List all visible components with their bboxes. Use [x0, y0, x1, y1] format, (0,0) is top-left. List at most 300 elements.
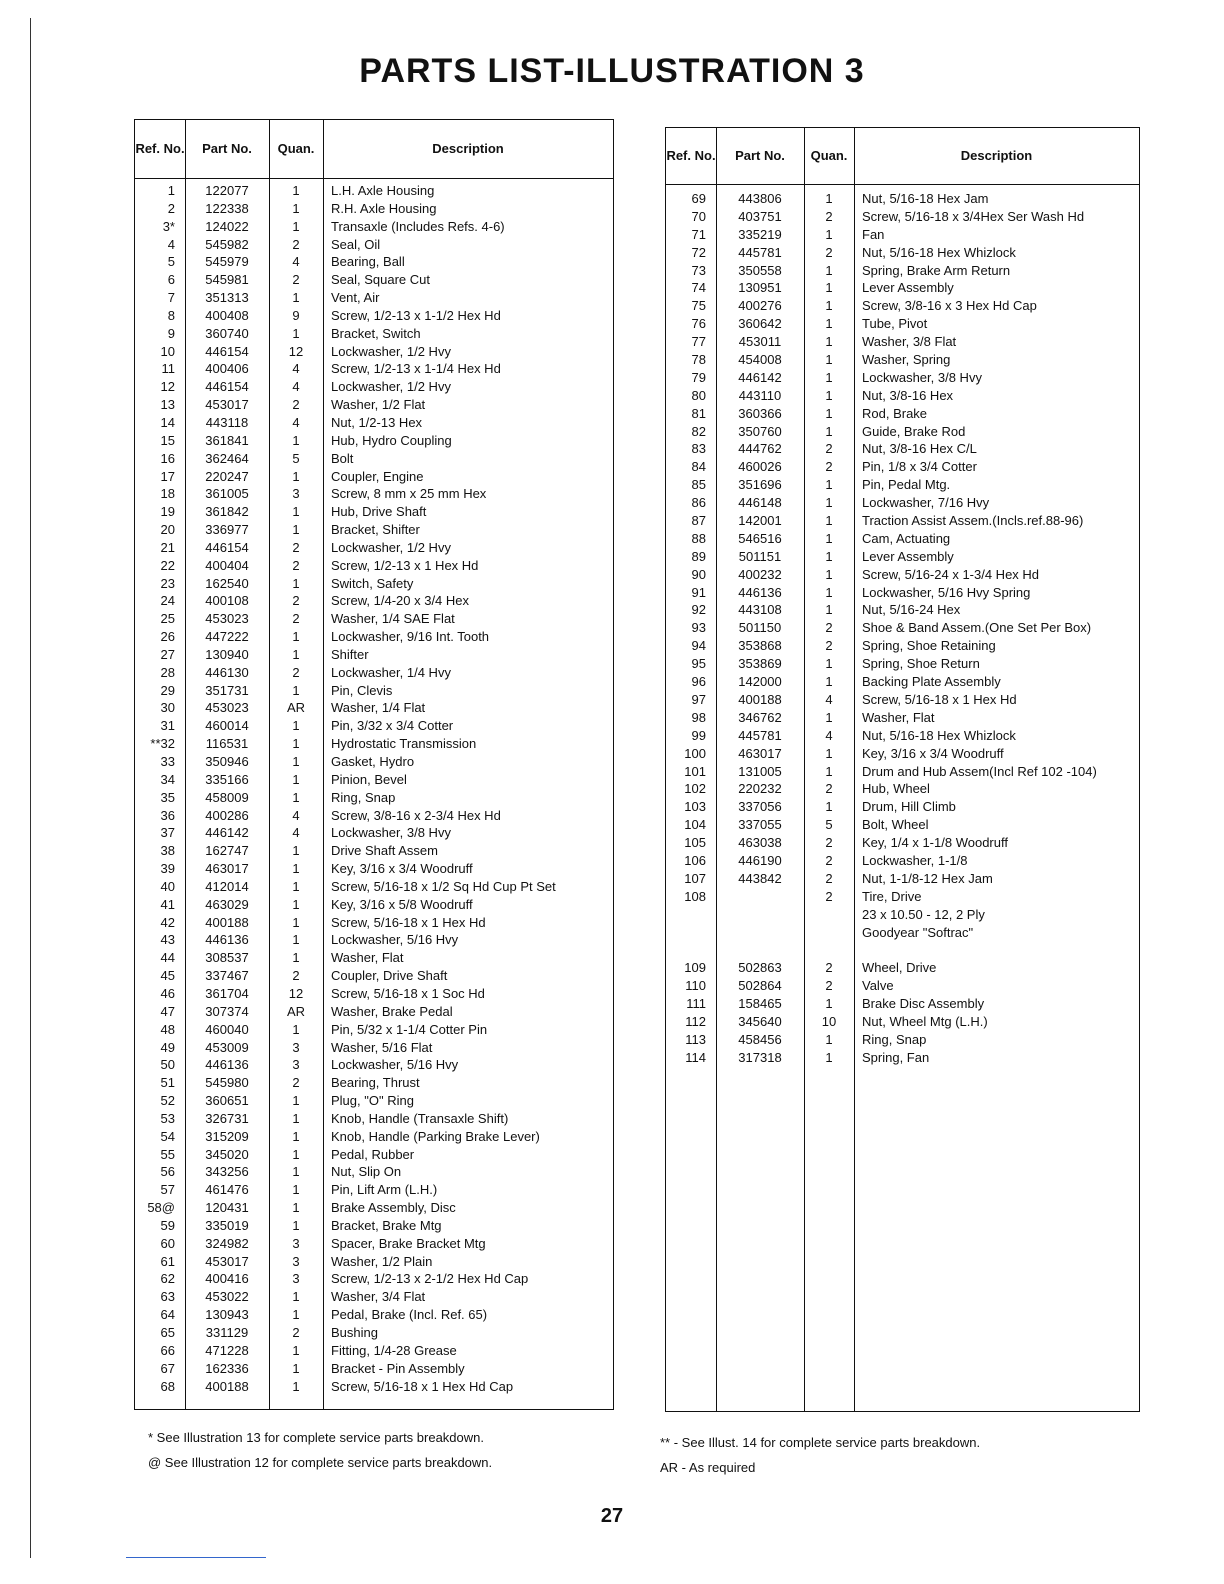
quantity-cell: 1 [292, 789, 300, 805]
description-cell: Nut, 3/8-16 Hex [862, 387, 954, 403]
ref-cell: 4 [167, 236, 175, 252]
part-number-cell: 400404 [205, 557, 249, 573]
part-number-cell: 445781 [738, 727, 782, 743]
table-row [666, 333, 1139, 351]
description-cell: Screw, 5/16-18 x 3/4Hex Ser Wash Hd [862, 208, 1085, 224]
description-cell: Lockwasher, 7/16 Hvy [862, 495, 990, 511]
ref-cell: **32 [150, 736, 175, 752]
ref-cell: 28 [160, 664, 175, 680]
quantity-cell: 2 [825, 244, 833, 260]
description-cell: Wheel, Drive [862, 960, 937, 976]
description-cell: Lockwasher, 1/2 Hvy [331, 343, 451, 359]
quantity-cell: 1 [292, 1200, 300, 1216]
ref-cell: 76 [691, 316, 706, 332]
quantity-cell: 4 [825, 691, 833, 707]
table-row [666, 941, 1139, 959]
part-number-cell: 444762 [738, 441, 782, 457]
table-row [135, 807, 613, 825]
table-row [135, 771, 613, 789]
part-number-cell: 400286 [205, 807, 249, 823]
quantity-cell: 4 [292, 361, 300, 377]
description-cell: Pin, 1/8 x 3/4 Cotter [862, 459, 977, 475]
description-cell: L.H. Axle Housing [331, 183, 435, 198]
description-cell: Fan [862, 226, 885, 242]
ref-cell: 41 [160, 896, 175, 912]
part-number-cell: 162747 [205, 843, 249, 859]
quantity-cell: 4 [292, 825, 300, 841]
ref-cell: 108 [684, 888, 706, 904]
part-number-cell: 463038 [738, 835, 782, 851]
table-row [135, 1324, 613, 1342]
table-row [135, 378, 613, 396]
quantity-cell: 1 [292, 878, 300, 894]
quantity-cell: 2 [825, 638, 833, 654]
ref-cell: 54 [160, 1128, 175, 1144]
description-cell: Bushing [331, 1325, 378, 1340]
ref-cell: 71 [691, 226, 706, 242]
description-cell: Guide, Brake Rod [862, 423, 966, 439]
part-number-cell: 122338 [205, 200, 249, 216]
ref-cell: 34 [160, 771, 175, 787]
ref-cell: 5 [167, 254, 175, 270]
ref-cell: 40 [160, 878, 175, 894]
description-cell: Pin, Clevis [331, 682, 393, 698]
quantity-cell: 1 [825, 674, 833, 690]
part-number-cell: 337467 [205, 968, 249, 984]
table-row [666, 297, 1139, 315]
quantity-cell: 1 [292, 950, 300, 966]
quantity-cell: 5 [825, 817, 833, 833]
table-row [666, 530, 1139, 548]
ref-cell: 42 [160, 914, 175, 930]
quantity-cell: 12 [288, 343, 304, 359]
footnote-illustration-13: * See Illustration 13 for complete service parts breakdown. [148, 1430, 485, 1445]
table-row [666, 1049, 1139, 1067]
table-row [135, 1306, 613, 1324]
quantity-cell: 1 [292, 1307, 300, 1323]
quantity-cell: 2 [825, 960, 833, 976]
ref-cell: 94 [691, 638, 706, 654]
part-number-cell: 453022 [205, 1289, 249, 1305]
ref-cell: 30 [160, 700, 175, 716]
quantity-cell: 1 [825, 334, 833, 350]
quantity-cell: 1 [292, 1378, 300, 1394]
table-row [135, 521, 613, 539]
table-row [135, 1074, 613, 1092]
part-number-cell: 335166 [205, 771, 249, 787]
table-row [666, 977, 1139, 995]
ref-cell: 27 [160, 646, 175, 662]
part-number-cell: 502863 [738, 960, 782, 976]
ref-cell: 83 [691, 441, 706, 457]
description-cell: Lockwasher, 5/16 Hvy [331, 932, 459, 948]
table-row [135, 539, 613, 557]
quantity-cell: 1 [825, 191, 833, 206]
part-number-cell: 315209 [205, 1128, 249, 1144]
part-number-cell: 501150 [738, 620, 782, 636]
description-cell: Ring, Snap [862, 1031, 927, 1047]
table-row [666, 440, 1139, 458]
part-number-cell: 458009 [205, 789, 249, 805]
part-number-cell: 343256 [205, 1164, 249, 1180]
ref-cell: 92 [691, 602, 706, 618]
quantity-cell: 3 [292, 1057, 300, 1073]
part-number-cell: 360651 [205, 1093, 249, 1109]
quantity-cell: 2 [825, 620, 833, 636]
ref-cell: 99 [691, 727, 706, 743]
quantity-cell: 1 [292, 1360, 300, 1376]
header-part-no: Part No. [202, 141, 252, 156]
table-row [135, 860, 613, 878]
quantity-cell: 2 [825, 852, 833, 868]
part-number-cell: 361005 [205, 486, 249, 502]
description-cell: Lockwasher, 3/8 Hvy [331, 825, 451, 841]
part-number-cell: 471228 [205, 1342, 249, 1358]
table-row [135, 985, 613, 1003]
part-number-cell: 545979 [205, 254, 249, 270]
part-number-cell: 131005 [738, 763, 782, 779]
table-row [135, 1288, 613, 1306]
ref-cell: 93 [691, 620, 706, 636]
description-cell: Key, 3/16 x 3/4 Woodruff [862, 745, 1004, 761]
ref-cell: 100 [684, 745, 706, 761]
table-row [666, 691, 1139, 709]
table-row [135, 1128, 613, 1146]
part-number-cell: 116531 [205, 736, 249, 752]
table-row [135, 182, 613, 200]
part-number-cell: 142000 [738, 674, 782, 690]
quantity-cell: 2 [292, 968, 300, 984]
table-row [135, 1110, 613, 1128]
ref-cell: 96 [691, 674, 706, 690]
quantity-cell: 1 [825, 280, 833, 296]
ref-cell: 3* [162, 218, 175, 234]
quantity-cell: 1 [825, 602, 833, 618]
ref-cell: 87 [691, 513, 706, 529]
table-row [666, 852, 1139, 870]
quantity-cell: 1 [292, 290, 300, 306]
ref-cell: 11 [161, 361, 175, 377]
quantity-cell: 1 [292, 1146, 300, 1162]
description-cell: Washer, 3/8 Flat [862, 334, 957, 350]
table-row [135, 1253, 613, 1271]
table-row [666, 798, 1139, 816]
quantity-cell: 1 [292, 1164, 300, 1180]
part-number-cell: 122077 [205, 183, 249, 198]
description-cell: Lockwasher, 5/16 Hvy Spring [862, 584, 1031, 600]
quantity-cell: 2 [825, 441, 833, 457]
part-number-cell: 345640 [738, 1013, 782, 1029]
ref-cell: 113 [685, 1031, 706, 1047]
table-row [135, 842, 613, 860]
part-number-cell: 337056 [738, 799, 782, 815]
quantity-cell: 1 [825, 584, 833, 600]
part-number-cell: 130943 [205, 1307, 249, 1323]
quantity-cell: 2 [825, 781, 833, 797]
table-row [666, 494, 1139, 512]
table-row [666, 959, 1139, 977]
table-row [135, 735, 613, 753]
table-row [666, 351, 1139, 369]
description-cell: Spring, Brake Arm Return [862, 262, 1011, 278]
table-row [666, 709, 1139, 727]
quantity-cell: 1 [825, 423, 833, 439]
description-cell: 23 x 10.50 - 12, 2 Ply [862, 906, 985, 922]
part-number-cell: 162540 [205, 575, 249, 591]
description-cell: Backing Plate Assembly [862, 674, 1001, 690]
table-row [135, 592, 613, 610]
part-number-cell: 463017 [738, 745, 782, 761]
ref-cell: 46 [160, 985, 175, 1001]
quantity-cell: 1 [292, 1182, 300, 1198]
part-number-cell: 447222 [205, 629, 249, 645]
ref-cell: 50 [160, 1057, 175, 1073]
table-row [135, 450, 613, 468]
description-cell: Pedal, Brake (Incl. Ref. 65) [331, 1307, 488, 1323]
table-row [135, 949, 613, 967]
part-number-cell: 453017 [205, 397, 249, 413]
description-cell: Nut, 1/2-13 Hex [331, 414, 423, 430]
description-cell: Pin, Pedal Mtg. [862, 477, 951, 493]
table-row [135, 914, 613, 932]
table-row [666, 584, 1139, 602]
table-row [666, 745, 1139, 763]
quantity-cell: 1 [292, 1342, 300, 1358]
part-number-cell: 443118 [205, 414, 249, 430]
description-cell: Screw, 3/8-16 x 2-3/4 Hex Hd [331, 807, 501, 823]
description-cell: Washer, 1/4 Flat [331, 700, 426, 716]
ref-cell: 9 [167, 325, 175, 341]
part-number-cell: 446142 [205, 825, 249, 841]
ref-cell: 106 [684, 852, 706, 868]
part-number-cell: 130940 [205, 646, 249, 662]
parts-table-left [134, 119, 614, 1410]
parts-table-right-body [666, 190, 1139, 1067]
table-row [135, 307, 613, 325]
table-row [666, 673, 1139, 691]
part-number-cell: 445781 [738, 244, 782, 260]
table-row [135, 789, 613, 807]
part-number-cell: 443806 [738, 191, 782, 206]
ref-cell: 58@ [147, 1200, 175, 1216]
table-row [135, 1235, 613, 1253]
description-cell: Lever Assembly [862, 280, 954, 296]
table-row [666, 1031, 1139, 1049]
description-cell: Shifter [331, 646, 369, 662]
table-row [666, 369, 1139, 387]
part-number-cell: 446142 [738, 369, 782, 385]
parts-table-right [665, 127, 1140, 1412]
table-row [135, 1199, 613, 1217]
table-row [666, 512, 1139, 530]
description-cell: Lockwasher, 5/16 Hvy [331, 1057, 459, 1073]
description-cell: Pin, Lift Arm (L.H.) [331, 1182, 438, 1198]
quantity-cell: 1 [292, 468, 300, 484]
quantity-cell: 1 [292, 914, 300, 930]
ref-cell: 16 [160, 450, 175, 466]
description-cell: Coupler, Drive Shaft [331, 968, 448, 984]
part-number-cell: 463017 [205, 861, 249, 877]
quantity-cell: 1 [825, 763, 833, 779]
part-number-cell: 446148 [738, 495, 782, 511]
ref-cell: 6 [167, 272, 175, 288]
footnote-illustration-14: ** - See Illust. 14 for complete service parts breakdown. [660, 1435, 981, 1450]
quantity-cell: 1 [825, 799, 833, 815]
ref-cell: 35 [160, 789, 175, 805]
description-cell: Washer, Flat [862, 709, 935, 725]
part-number-cell: 443110 [738, 387, 782, 403]
table-row [666, 405, 1139, 423]
quantity-cell: AR [286, 1003, 306, 1019]
quantity-cell: 2 [292, 1075, 300, 1091]
table-row [135, 1378, 613, 1396]
ref-cell: 48 [160, 1021, 175, 1037]
ref-cell: 114 [685, 1049, 706, 1065]
part-number-cell: 220232 [738, 781, 782, 797]
description-cell: Bearing, Thrust [331, 1075, 420, 1091]
table-row [666, 1013, 1139, 1031]
description-cell: Washer, 3/4 Flat [331, 1289, 426, 1305]
part-number-cell: 331129 [205, 1325, 249, 1340]
quantity-cell: 9 [292, 307, 300, 323]
ref-cell: 72 [691, 244, 706, 260]
part-number-cell: 353868 [738, 638, 782, 654]
table-row [135, 1056, 613, 1074]
ref-cell: 36 [160, 807, 175, 823]
description-cell: Tube, Pivot [862, 316, 928, 332]
part-number-cell: 400276 [738, 298, 782, 314]
quantity-cell: 1 [825, 316, 833, 332]
ref-cell: 43 [160, 932, 175, 948]
table-row [135, 343, 613, 361]
table-row [666, 619, 1139, 637]
ref-cell: 19 [160, 504, 175, 520]
quantity-cell: 4 [292, 254, 300, 270]
table-row [135, 360, 613, 378]
part-number-cell: 361841 [205, 432, 249, 448]
table-row [135, 1163, 613, 1181]
quantity-cell: 2 [292, 236, 300, 252]
description-cell: Rod, Brake [862, 405, 928, 421]
footnote-as-required: AR - As required [660, 1460, 756, 1475]
table-row [666, 655, 1139, 673]
ref-cell: 105 [684, 835, 706, 851]
description-cell: Ring, Snap [331, 789, 396, 805]
table-row [135, 717, 613, 735]
quantity-cell: 2 [292, 539, 300, 555]
header-ref-no: Ref. No. [666, 148, 716, 163]
table-row [135, 432, 613, 450]
ref-cell: 91 [691, 584, 706, 600]
description-cell: Hub, Drive Shaft [331, 504, 427, 520]
ref-cell: 14 [160, 414, 175, 430]
ref-cell: 78 [691, 352, 706, 368]
part-number-cell: 124022 [205, 218, 249, 234]
ref-cell: 39 [160, 861, 175, 877]
ref-cell: 18 [160, 486, 175, 502]
quantity-cell: 1 [292, 771, 300, 787]
part-number-cell: 446154 [205, 379, 249, 395]
description-cell: Bracket, Shifter [331, 522, 420, 538]
description-cell: Knob, Handle (Transaxle Shift) [331, 1110, 509, 1126]
quantity-cell: 1 [825, 530, 833, 546]
table-row [135, 1039, 613, 1057]
part-number-cell: 453011 [738, 334, 782, 350]
part-number-cell: 350558 [738, 262, 782, 278]
part-number-cell: 446154 [205, 343, 249, 359]
part-number-cell: 400108 [205, 593, 249, 609]
table-row [135, 1181, 613, 1199]
table-row [135, 236, 613, 254]
ref-cell: 33 [160, 754, 175, 769]
part-number-cell: 142001 [738, 513, 782, 529]
quantity-cell: 1 [825, 405, 833, 421]
quantity-cell: 1 [292, 522, 300, 538]
table-row [135, 218, 613, 236]
ref-cell: 84 [691, 459, 706, 475]
quantity-cell: 1 [292, 646, 300, 662]
quantity-cell: 2 [825, 459, 833, 475]
description-cell: Plug, "O" Ring [331, 1093, 414, 1109]
table-row [666, 924, 1139, 942]
table-row [666, 548, 1139, 566]
part-number-cell: 400408 [205, 307, 249, 323]
ref-cell: 17 [160, 468, 175, 484]
part-number-cell: 446154 [205, 539, 249, 555]
quantity-cell: 1 [825, 477, 833, 493]
description-cell: Goodyear "Softrac" [862, 924, 974, 940]
ref-cell: 21 [160, 539, 175, 555]
description-cell: Screw, 1/4-20 x 3/4 Hex [331, 593, 470, 609]
quantity-cell: 4 [292, 414, 300, 430]
quantity-cell: 1 [825, 513, 833, 529]
description-cell: Lockwasher, 3/8 Hvy [862, 369, 982, 385]
part-number-cell: 162336 [205, 1360, 249, 1376]
description-cell: Pedal, Rubber [331, 1146, 415, 1162]
table-row [666, 780, 1139, 798]
description-cell: Washer, 5/16 Flat [331, 1039, 433, 1055]
quantity-cell: 2 [292, 397, 300, 413]
part-number-cell: 351696 [738, 477, 782, 493]
table-row [666, 834, 1139, 852]
description-cell: Lockwasher, 1/2 Hvy [331, 379, 451, 395]
ref-cell: 62 [160, 1271, 175, 1287]
quantity-cell: 1 [825, 387, 833, 403]
description-cell: Lever Assembly [862, 548, 954, 564]
description-cell: Bolt [331, 450, 354, 466]
table-row [135, 1021, 613, 1039]
description-cell: Gasket, Hydro [331, 754, 415, 769]
quantity-cell: AR [286, 700, 306, 716]
table-row [135, 1270, 613, 1288]
quantity-cell: 2 [292, 611, 300, 627]
part-number-cell: 120431 [205, 1200, 249, 1216]
quantity-cell: 2 [292, 272, 300, 288]
table-row [135, 1360, 613, 1378]
description-cell: Hydrostatic Transmission [331, 736, 477, 752]
table-row [135, 557, 613, 575]
table-row [135, 878, 613, 896]
description-cell: Coupler, Engine [331, 468, 424, 484]
part-number-cell: 461476 [205, 1182, 249, 1198]
ref-cell: 95 [691, 656, 706, 672]
description-cell: Nut, 5/16-18 Hex Whizlock [862, 244, 1016, 260]
description-cell: Fitting, 1/4-28 Grease [331, 1342, 457, 1358]
page-number: 27 [600, 1505, 624, 1527]
description-cell: Pinion, Bevel [331, 771, 407, 787]
part-number-cell: 335019 [205, 1217, 249, 1233]
table-row [666, 870, 1139, 888]
